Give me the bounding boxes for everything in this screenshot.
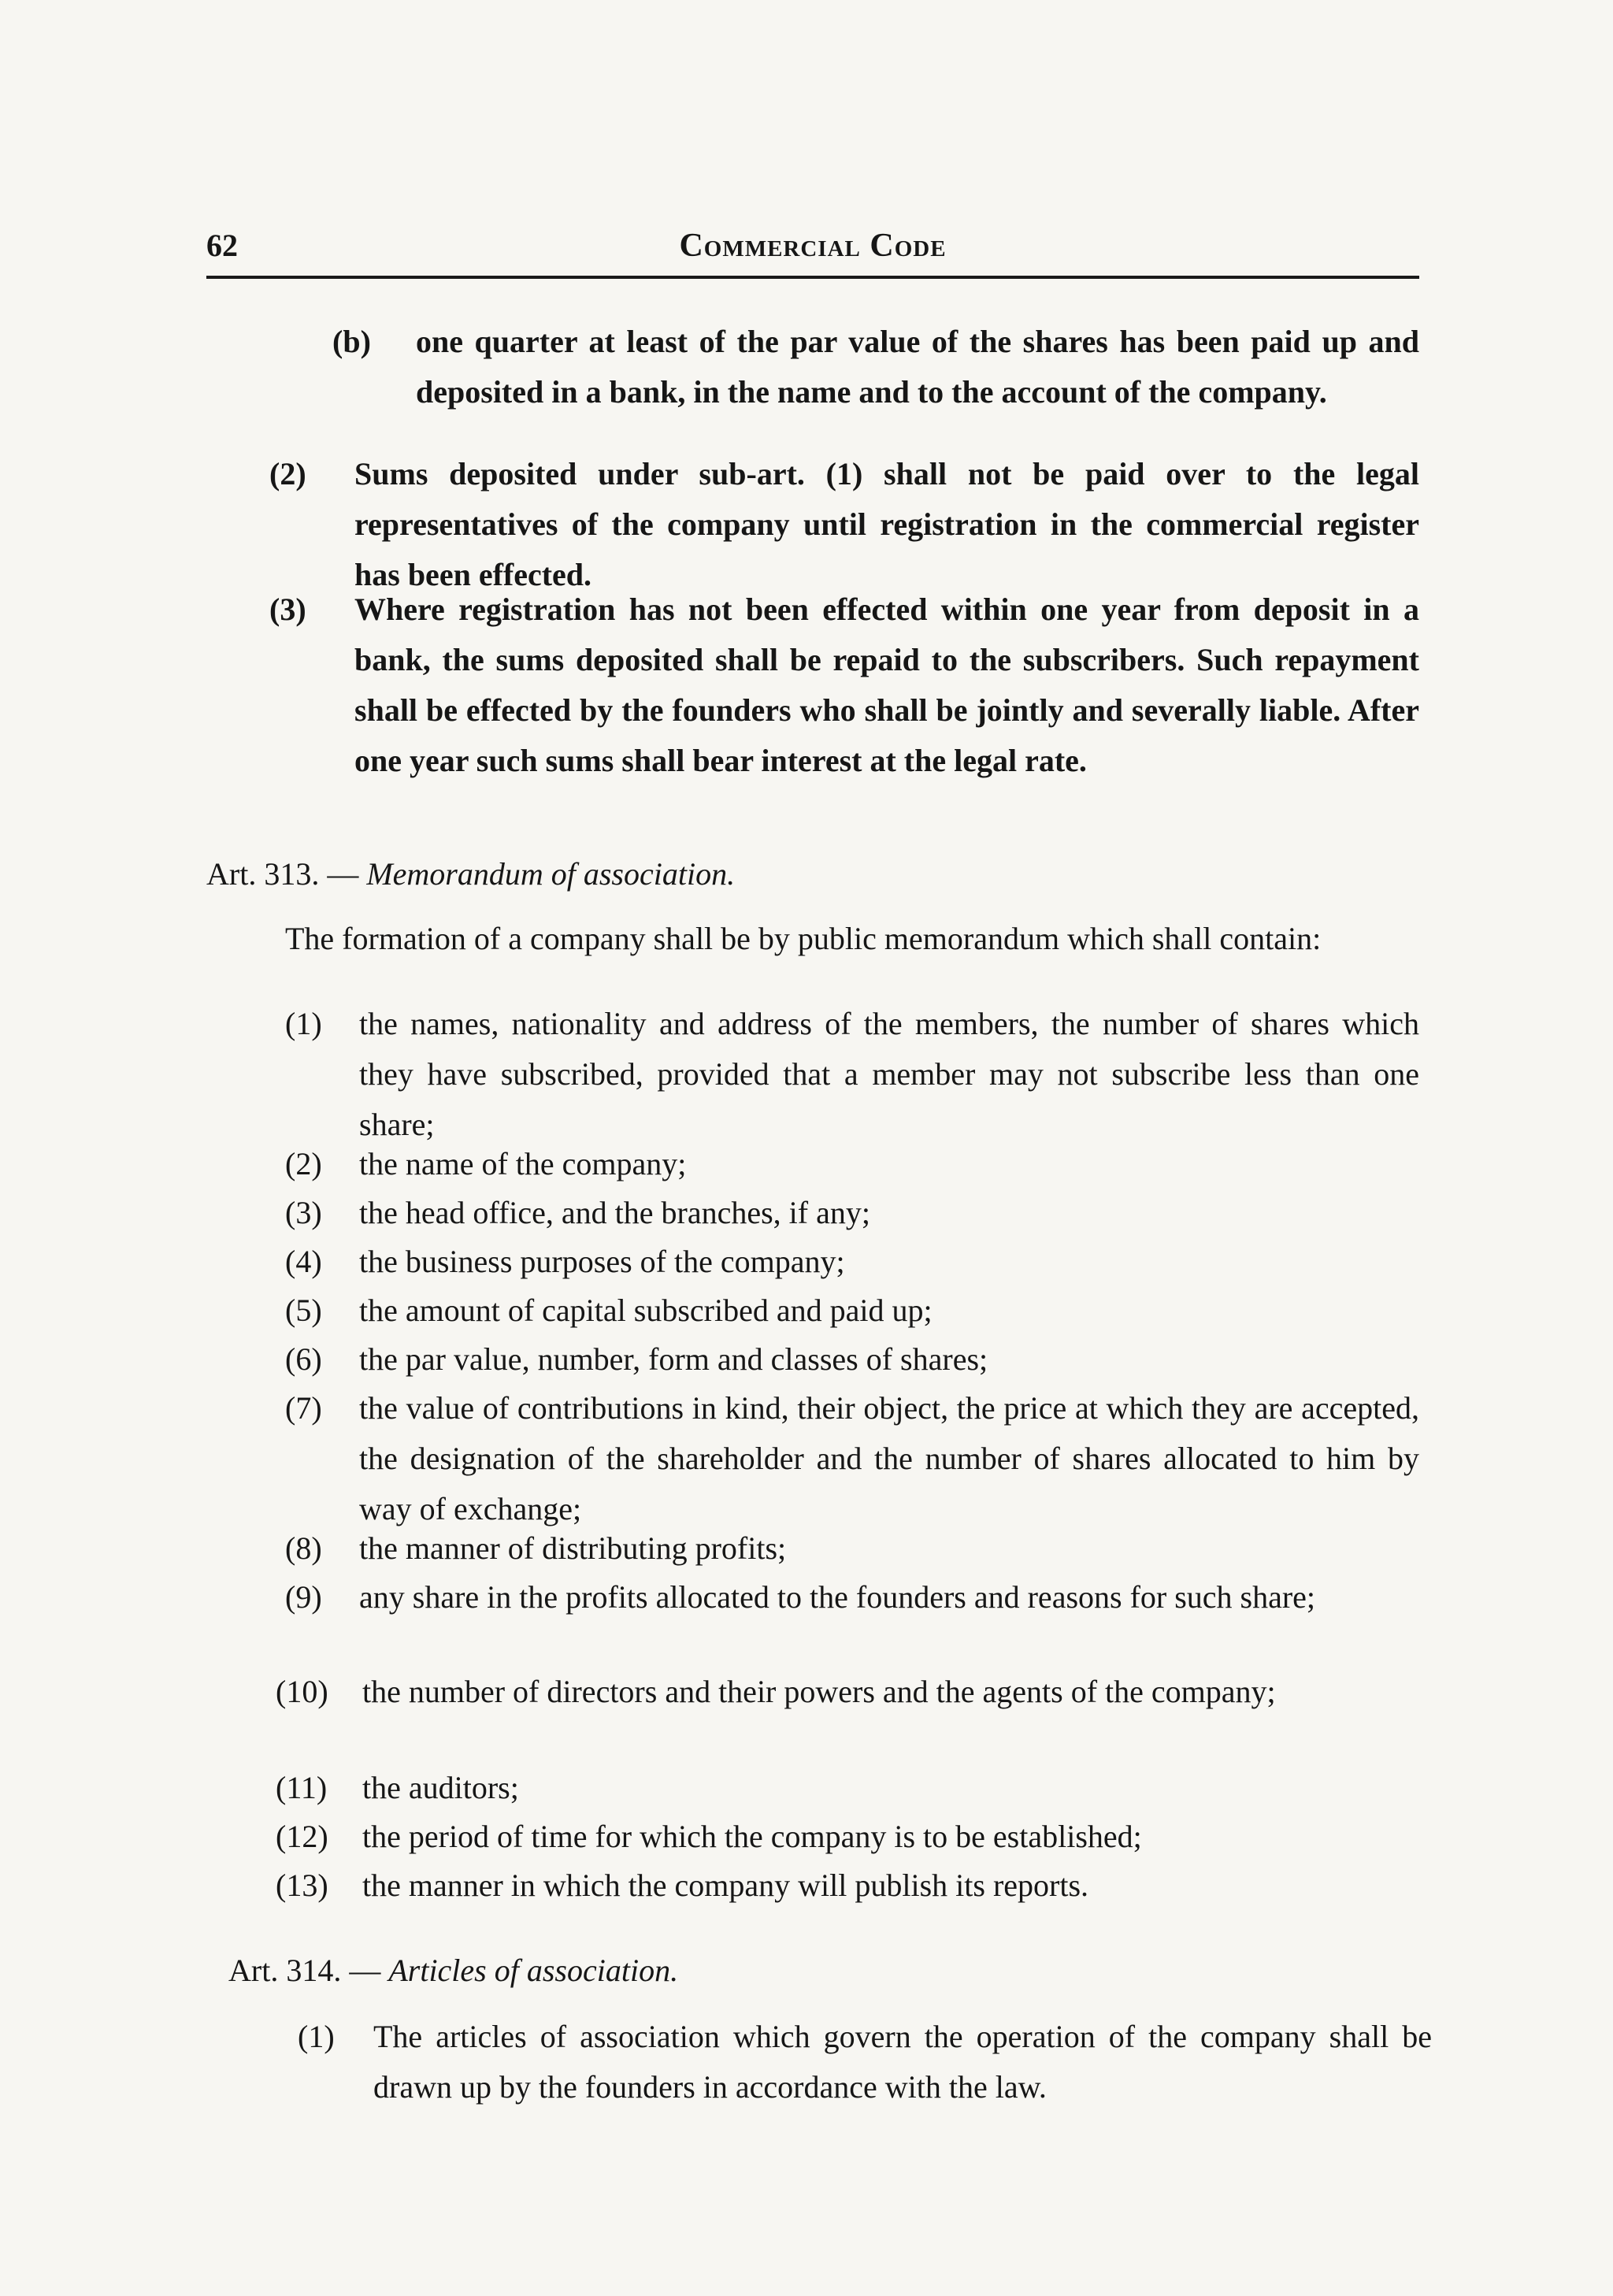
- article-dash: —: [327, 856, 359, 892]
- item-text: the auditors;: [362, 1770, 519, 1805]
- item-label: (9): [285, 1579, 322, 1615]
- item-label: (10): [276, 1674, 328, 1709]
- item-label: (7): [285, 1390, 322, 1426]
- item-text: the par value, number, form and classes of shares;: [359, 1341, 988, 1377]
- item-text: the amount of capital subscribed and paid up;: [359, 1293, 933, 1328]
- item-text: the period of time for which the company is to be established;: [362, 1819, 1142, 1854]
- article-title: Articles of association.: [388, 1953, 679, 1988]
- header-rule: [206, 276, 1419, 279]
- item-text: the name of the company;: [359, 1146, 687, 1181]
- item-text: the number of directors and their powers and the agents of the company;: [362, 1674, 1276, 1709]
- item-text: the value of contributions in kind, their object, the price at which they are accepted, the designation of the shareholder and the number of shares allocated to him by way of exchange;: [359, 1390, 1419, 1526]
- item-text: Sums deposited under sub-art. (1) shall not be paid over to the legal representatives of the company until registration in the commercial register has been effected.: [354, 456, 1419, 592]
- item-label: (b): [332, 324, 371, 359]
- item-text: one quarter at least of the par value of the shares has been paid up and deposited in a bank, in the name and to the account of the company.: [416, 324, 1419, 410]
- item-label: (11): [276, 1770, 328, 1805]
- article-title: Memorandum of association.: [366, 856, 736, 892]
- item-label: (3): [285, 1195, 322, 1230]
- item-label: (6): [285, 1341, 322, 1377]
- item-text: any share in the profits allocated to the founders and reasons for such share;: [359, 1579, 1316, 1615]
- item-label: (2): [269, 456, 306, 491]
- running-title: Commercial Code: [679, 228, 947, 264]
- item-label: (12): [276, 1819, 328, 1854]
- item-label: (2): [285, 1146, 322, 1181]
- item-label: (5): [285, 1293, 322, 1328]
- list-item-3: [269, 584, 1419, 844]
- item-text: the business purposes of the company;: [359, 1244, 845, 1279]
- item-label: (1): [298, 2019, 335, 2054]
- item-label: (8): [285, 1530, 322, 1566]
- list-item-2: [269, 449, 1419, 606]
- article-dash: —: [349, 1953, 381, 1988]
- article-314-heading: [228, 1947, 678, 1994]
- article-313-heading: [206, 851, 735, 898]
- item-text: The articles of association which govern the operation of the company shall be drawn up by the founders in accordance with the law.: [373, 2019, 1432, 2105]
- page-number: 62: [206, 228, 238, 263]
- item-label: (3): [269, 592, 306, 627]
- item-label: (13): [276, 1868, 328, 1903]
- article-number: Art. 314.: [228, 1953, 342, 1988]
- item-label: (4): [285, 1244, 322, 1279]
- item-text: the manner in which the company will publish its reports.: [362, 1868, 1089, 1903]
- page-header: [206, 221, 1419, 268]
- item-text: the head office, and the branches, if any;: [359, 1195, 870, 1230]
- item-label: (1): [285, 1006, 322, 1041]
- item-text: the manner of distributing profits;: [359, 1530, 787, 1566]
- article-number: Art. 313.: [206, 856, 320, 892]
- item-text: Where registration has not been effected within one year from deposit in a bank, the sums deposited shall be repaid to the subscribers. Such repayment shall be effected by the founders who shall be jointly and severally liable. After one year such sums shall bear interest at the legal rate.: [354, 592, 1419, 778]
- item-text: the names, nationality and address of the members, the number of shares which they have subscribed, provided that a member may not subscribe less than one share;: [359, 1006, 1419, 1142]
- article-313-intro: The formation of a company shall be by public memorandum which shall contain:: [285, 921, 1322, 956]
